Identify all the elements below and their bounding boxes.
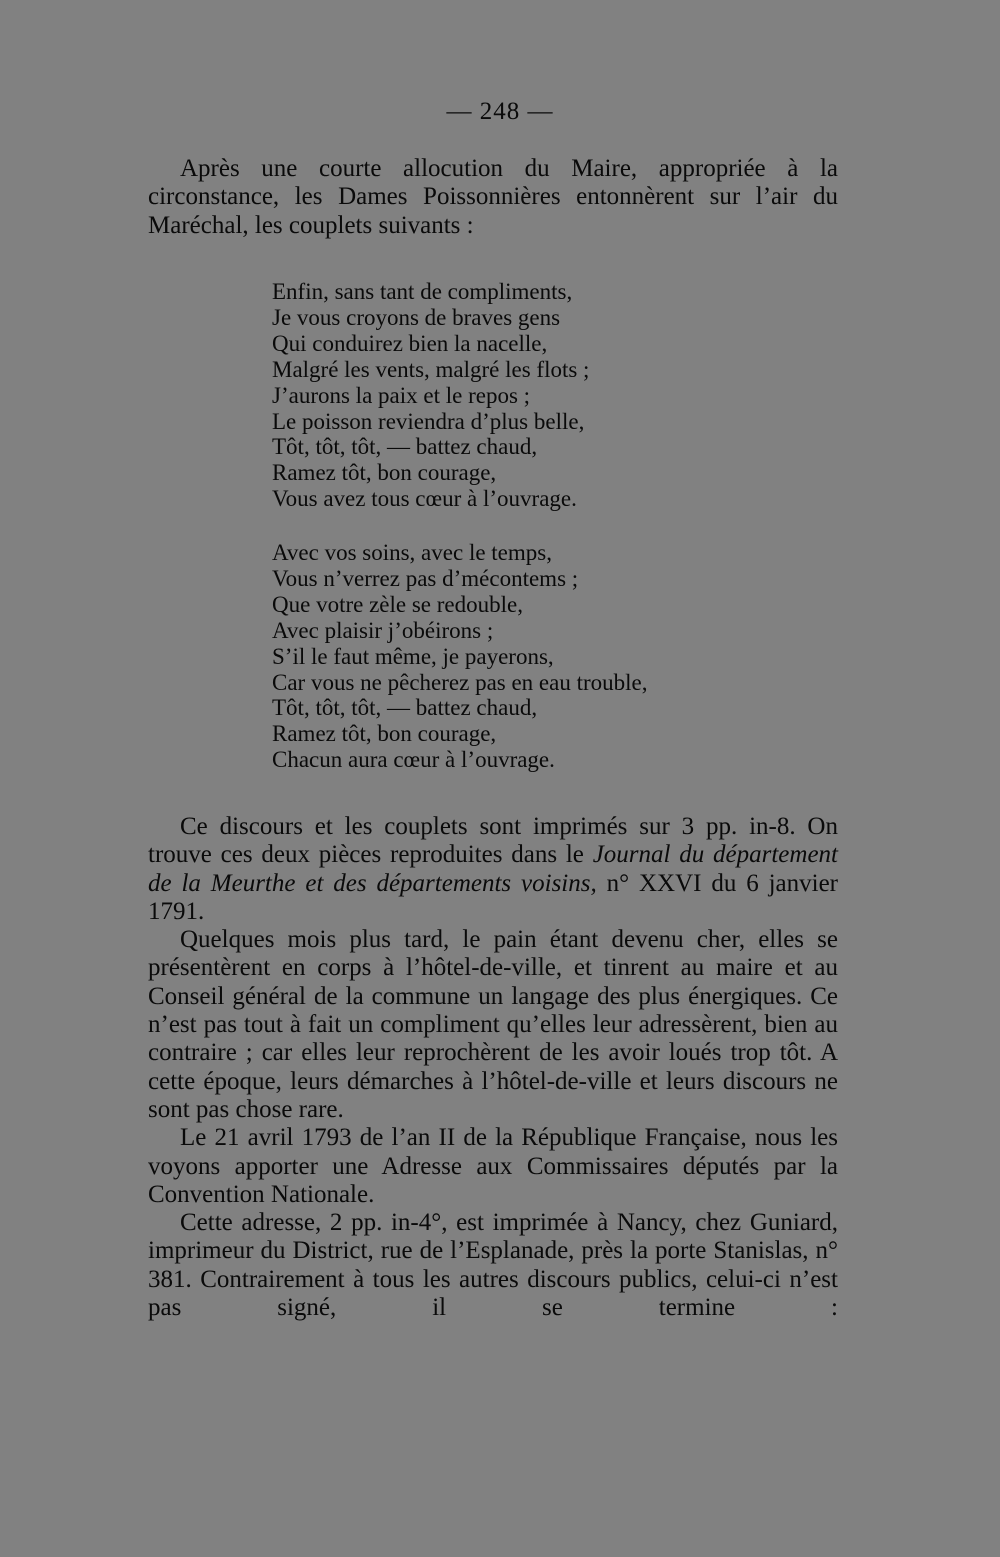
verse-line: S’il le faut même, je payerons, xyxy=(272,643,554,669)
page-number: — 248 — xyxy=(446,98,554,125)
verse-line: Chacun aura cœur à l’ouvrage. xyxy=(272,747,555,773)
verse-line: J’aurons la paix et le repos ; xyxy=(272,382,531,408)
discours-reference: n° XXVI du 6 janvier 1791. xyxy=(148,869,838,925)
paragraph-quelques-mois: Quelques mois plus tard, le pain étant devenu cher, elles se présentèrent en corps à l’hôtel-de-ville, et tinrent au maire et au Conseil général de la commune un langage des plus énergiques. Ce n’est pas tout à fait un compliment qu’elles leur adressèrent, bien au contraire ; car elles leur reprochèrent de les avoir loués trop tôt. A cette époque, leurs démarches à l’hôtel-de-ville et leurs discours ne sont pas chose rare. xyxy=(148,926,838,1123)
verse-line: Que votre zèle se redouble, xyxy=(272,591,523,617)
song-stanza-1 xyxy=(272,279,589,512)
paragraph-avril: Le 21 avril 1793 de l’an II de la République Française, nous les voyons apporter une Adresse aux Commissaires députés par la Convention Nationale. xyxy=(148,1124,838,1208)
verse-line: Ramez tôt, bon courage, xyxy=(272,721,497,747)
paragraph-adresse: Cette adresse, 2 pp. in-4°, est imprimée à Nancy, chez Guniard, imprimeur du District, rue de l’Esplanade, près la porte Stanislas, n° 381. Contrairement à tous les autres discours publics, celui-ci n’est pas signé, il se termine : xyxy=(148,1209,838,1322)
verse-line: Car vous ne pêcherez pas en eau trouble, xyxy=(272,669,648,695)
intro-paragraph: Après une courte allocution du Maire, appropriée à la circonstance, les Dames Poissonnières entonnèrent sur l’air du Maréchal, les couplets suivants : xyxy=(148,155,838,239)
verse-line: Malgré les vents, malgré les flots ; xyxy=(272,356,590,382)
intro-section xyxy=(148,155,838,240)
song-stanza-2 xyxy=(272,540,648,773)
verse-line: Vous n’verrez pas d’mécontems ; xyxy=(272,565,579,591)
body-text xyxy=(148,813,838,1322)
journal-title: Journal du département de la Meurthe et des départements voisins, xyxy=(148,841,838,897)
verse-line: Avec plaisir j’obéirons ; xyxy=(272,617,494,643)
verse-line: Enfin, sans tant de compliments, xyxy=(272,279,573,304)
verse-line: Qui conduirez bien la nacelle, xyxy=(272,330,548,356)
verse-line: Je vous croyons de braves gens xyxy=(272,304,561,330)
verse-line: Tôt, tôt, tôt, — battez chaud, xyxy=(272,434,538,460)
verse-line: Tôt, tôt, tôt, — battez chaud, xyxy=(272,695,538,721)
verse-line: Le poisson reviendra d’plus belle, xyxy=(272,408,585,434)
discours-text: Ce discours et les couplets sont imprimés sur 3 pp. in-8. On trouve ces deux pièces reproduites dans le xyxy=(148,813,838,869)
verse-line: Avec vos soins, avec le temps, xyxy=(272,540,552,565)
paragraph-discours xyxy=(148,813,838,926)
verse-line: Ramez tôt, bon courage, xyxy=(272,460,497,486)
verse-line: Vous avez tous cœur à l’ouvrage. xyxy=(272,486,577,512)
